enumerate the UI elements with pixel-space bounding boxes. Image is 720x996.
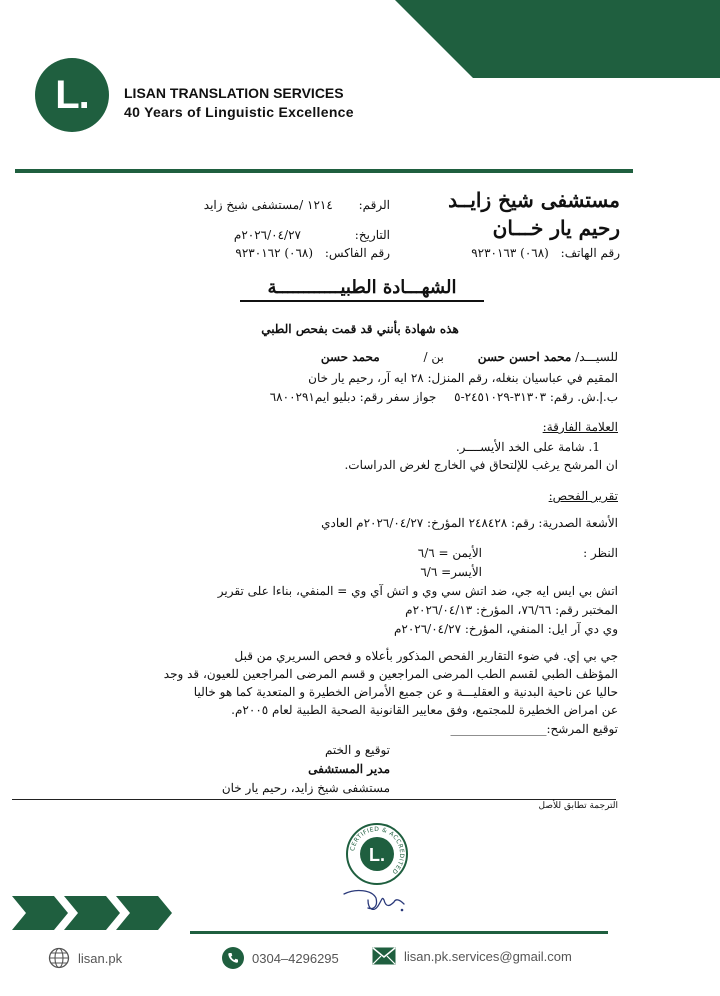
logo-letter: L. <box>55 72 89 117</box>
footer-divider <box>190 931 608 934</box>
note-divider <box>12 799 616 800</box>
director-hospital: مستشفى شيخ زايد، رحيم يار خان <box>221 781 390 795</box>
conclusion-line-4: عن امراض الخطيرة للمجتمع، وفق معايير القانونية الصحية الطبية لعام ٢٠٠٥م. <box>231 703 618 717</box>
certificate-subtitle: هذه شهادة بأنني قد قمت بفحص الطبي <box>261 322 459 336</box>
conclusion-line-1: جي بي إي. في ضوء التقارير الفحص المذكور بأعلاه و فحص السريري من قبل <box>234 649 618 663</box>
header-banner <box>395 0 720 78</box>
mark-item-1: 1. شامة على الخد الأيســــر. <box>455 440 600 454</box>
stamp-ring-text: CERTIFIED & ACCREDITED <box>349 825 406 876</box>
director-title: مدير المستشفى <box>308 762 390 776</box>
phone-text: 0304–4296295 <box>252 950 339 966</box>
lab-line-1: اتش بي ايس ايه جي، ضد اتش سي وي و اتش آي وي = المنفي، بناءا على تقرير <box>217 584 618 598</box>
phone-label: رقم الهاتف: <box>560 246 620 260</box>
footer-chevrons <box>12 896 188 930</box>
vdrl-line: وي دي آر ايل: المنفي، المؤرخ: ٢٠٢٦/٠٤/٢٧م <box>393 622 618 636</box>
phone-row <box>471 246 620 260</box>
date-value: ٢٠٢٦/٠٤/٢٧م <box>233 228 301 242</box>
address-line: المقيم في عباسيان بنغله، رقم المنزل: ٢٨ ايه آر، رحيم يار خان <box>308 371 618 385</box>
company-tagline: 40 Years of Linguistic Excellence <box>124 104 354 120</box>
sign-stamp-label: توقيع و الختم <box>324 743 390 757</box>
phone-value: (٠٦٨) ٩٢٣٠١٦٣ <box>471 246 549 260</box>
company-logo <box>35 58 109 132</box>
translation-note: الترجمة تطابق للأصل <box>538 801 618 811</box>
son-of: بن / <box>423 350 444 364</box>
id-row <box>270 390 618 404</box>
header-divider <box>15 169 633 173</box>
hospital-name: مستشفى شيخ زايــد <box>448 188 620 212</box>
footer-website[interactable] <box>48 947 122 969</box>
person-row <box>321 350 618 364</box>
fax-row <box>235 246 390 260</box>
website-text: lisan.pk <box>78 950 123 966</box>
footer-email[interactable] <box>372 947 572 965</box>
certificate-title: الشهـــادة الطبيــــــــــــة <box>240 277 484 302</box>
id-line: ب.إ.ش. رقم: ٣١٣٠٣-٢٤٥١٠٢٩-٥ <box>454 390 618 404</box>
ref-row <box>204 198 390 212</box>
company-name: LISAN TRANSLATION SERVICES <box>124 85 344 101</box>
phone-icon <box>222 947 244 969</box>
date-label: التاريخ: <box>354 228 390 242</box>
xray-line: الأشعة الصدرية: رقم: ٢٤٨٤٢٨ المؤرخ: ٢٠٢٦/٠٤/٢٧م العادي <box>321 516 618 530</box>
person-name: محمد احسن حسن <box>477 350 572 364</box>
fax-value: (٠٦٨) ٩٢٣٠١٦٢ <box>235 246 314 260</box>
email-text: lisan.pk.services@gmail.com <box>404 948 572 964</box>
conclusion-line-2: المؤظف الطبي لقسم الطب المرضى المراجعين و قسم المرضى المراجعين للعيون، قد وجد <box>163 667 618 681</box>
handwritten-signature <box>338 880 410 916</box>
ref-value: ١٢١٤ /مستشفى شيخ زايد <box>203 198 333 212</box>
ref-label: الرقم: <box>358 198 390 212</box>
footer-phone[interactable] <box>222 947 339 969</box>
vision-left: الأيسر= ٦/٦ <box>420 565 482 579</box>
fax-label: رقم الفاكس: <box>324 246 390 260</box>
father-name: محمد حسن <box>320 350 380 364</box>
mail-icon <box>372 947 396 965</box>
vision-right: الأيمن = ٦/٦ <box>417 546 482 560</box>
candidate-signature: توقيع المرشح:________________ <box>450 722 618 736</box>
lab-line-2: المختبر رقم: ٧٦/٦٦، المؤرخ: ٢٠٢٦/٠٤/١٣م <box>405 603 618 617</box>
date-row <box>234 228 390 242</box>
marks-heading: العلامة الفارقة: <box>542 420 618 434</box>
passport-line: جواز سفر رقم: دبليو ايم٦٨٠٠٢٩١ <box>269 390 437 404</box>
exam-heading: تقرير الفحص: <box>548 489 618 503</box>
purpose-line: ان المرشح يرغب للإلتحاق في الخارج لغرض الدراسات. <box>344 458 618 472</box>
globe-icon <box>48 947 70 969</box>
hospital-city: رحيم يار خـــان <box>492 216 620 240</box>
conclusion-line-3: حاليا عن ناحية البدنية و العقليـــة و عن جميع الأمراض الخطيرة و المتعدية كما هو خاليا <box>193 685 618 699</box>
person-label: للسيـــد/ <box>575 350 618 364</box>
accreditation-stamp <box>345 822 409 886</box>
vision-label: النظر : <box>583 546 618 560</box>
stamp-letter: L. <box>369 845 385 865</box>
